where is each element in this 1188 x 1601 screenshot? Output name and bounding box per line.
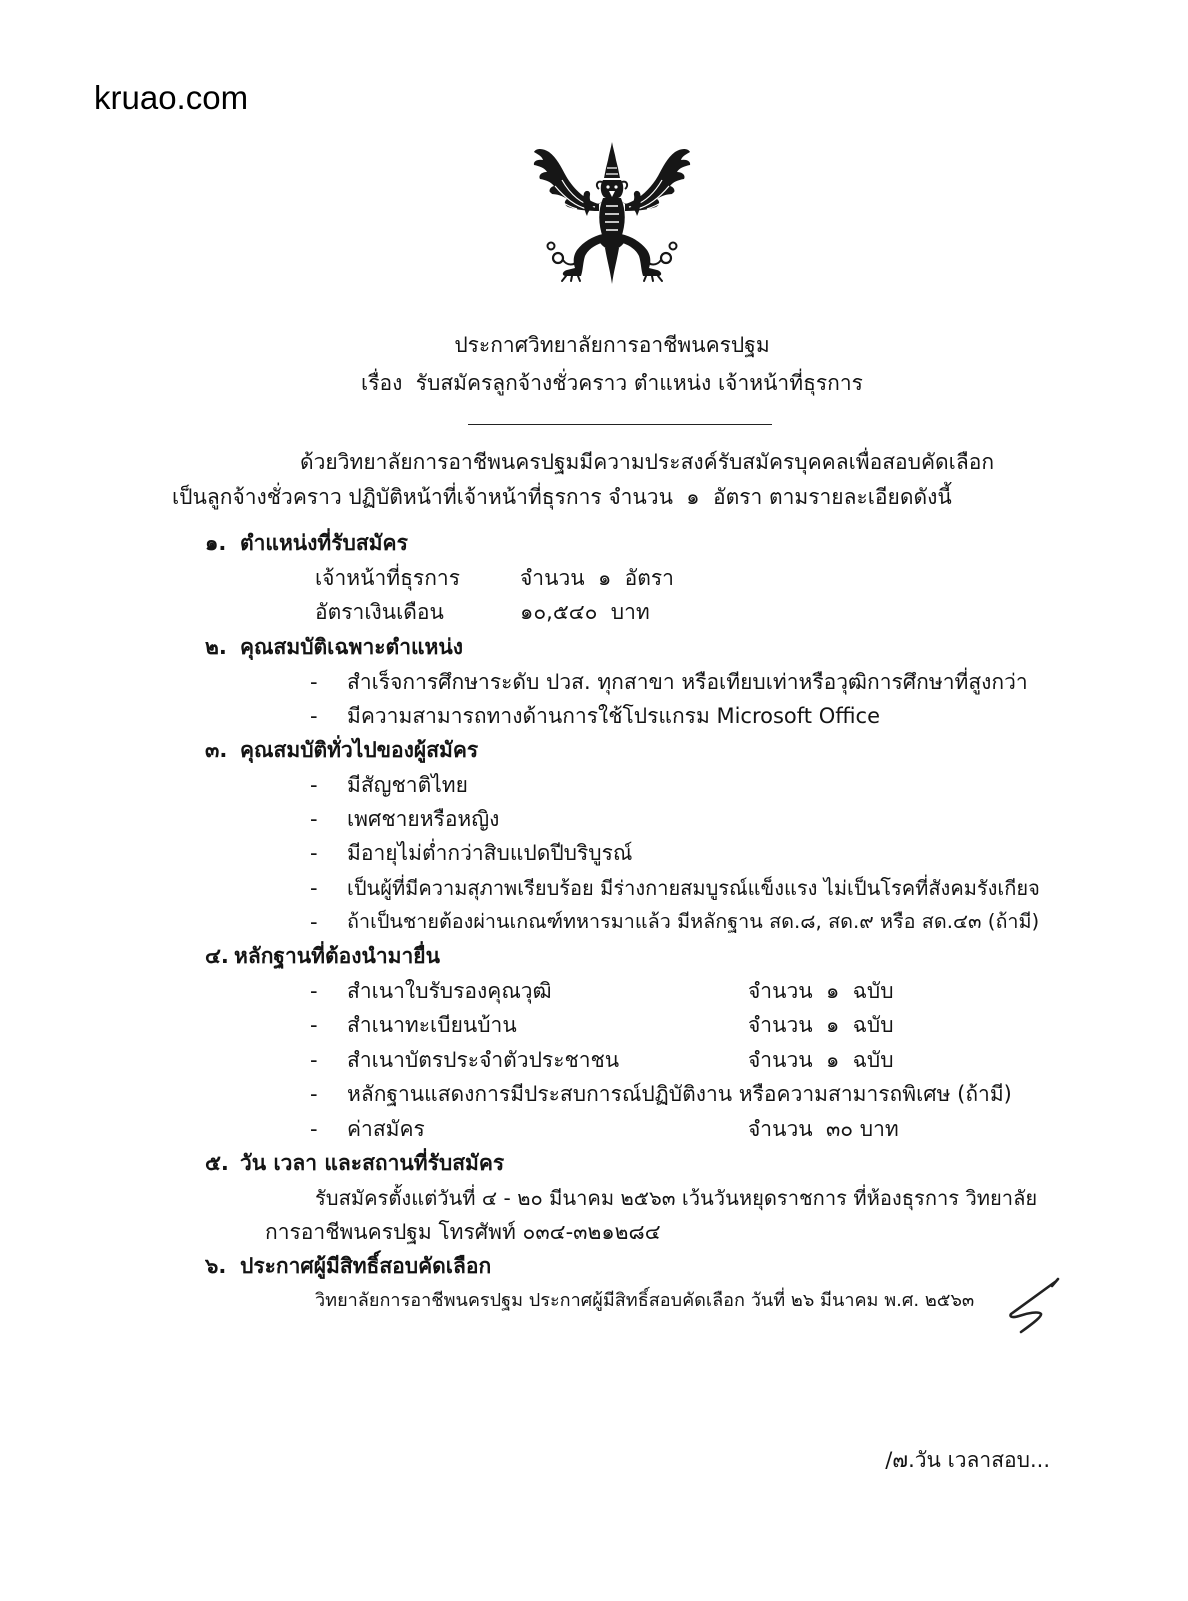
- section-heading: คุณสมบัติเฉพาะตำแหน่ง: [240, 635, 463, 659]
- salary-label: อัตราเงินเดือน: [315, 600, 444, 624]
- bullet-dash: -: [310, 1048, 318, 1072]
- bullet-dash: -: [310, 807, 318, 831]
- list-item: เป็นผู้ที่มีความสุภาพเรียบร้อย มีร่างกายสมบูรณ์แข็งแรง ไม่เป็นโรคที่สังคมรังเกียจ: [347, 876, 1040, 900]
- document-item: สำเนาทะเบียนบ้าน: [347, 1013, 517, 1037]
- signature-icon: [995, 1274, 1075, 1339]
- bullet-dash: -: [310, 1117, 318, 1141]
- list-item: มีสัญชาติไทย: [347, 773, 468, 797]
- bullet-dash: -: [310, 1013, 318, 1037]
- section-paragraph-line: วิทยาลัยการอาชีพนครปฐม ประกาศผู้มีสิทธิ์สอบคัดเลือก วันที่ ๒๖ มีนาคม พ.ศ. ๒๕๖๓: [315, 1290, 975, 1311]
- garuda-emblem-icon: [527, 138, 697, 288]
- section-number: ๖.: [205, 1254, 227, 1278]
- list-item: เพศชายหรือหญิง: [347, 807, 500, 831]
- bullet-dash: -: [310, 910, 318, 934]
- list-item: สำเร็จการศึกษาระดับ ปวส. ทุกสาขา หรือเทียบเท่าหรือวุฒิการศึกษาที่สูงกว่า: [347, 670, 1028, 694]
- announcement-title: ประกาศวิทยาลัยการอาชีพนครปฐม: [454, 333, 770, 357]
- section-number: ๔.: [205, 944, 229, 968]
- section-number: ๕.: [205, 1151, 229, 1175]
- section-heading: วัน เวลา และสถานที่รับสมัคร: [240, 1151, 505, 1175]
- position-value: จำนวน ๑ อัตรา: [520, 566, 674, 590]
- continued-next-page: /๗.วัน เวลาสอบ...: [885, 1448, 1050, 1472]
- announcement-subject: เรื่อง รับสมัครลูกจ้างชั่วคราว ตำแหน่ง เจ้าหน้าที่ธุรการ: [361, 371, 863, 395]
- section-number: ๒.: [205, 635, 227, 659]
- intro-line: ด้วยวิทยาลัยการอาชีพนครปฐมมีความประสงค์รับสมัครบุคคลเพื่อสอบคัดเลือก: [300, 450, 995, 474]
- salary-value: ๑๐,๕๔๐ บาท: [520, 600, 650, 624]
- list-item: ถ้าเป็นชายต้องผ่านเกณฑ์ทหารมาแล้ว มีหลักฐาน สด.๘, สด.๙ หรือ สด.๔๓ (ถ้ามี): [347, 910, 1040, 933]
- bullet-dash: -: [310, 773, 318, 797]
- section-paragraph-line: การอาชีพนครปฐม โทรศัพท์ ๐๓๔-๓๒๑๒๘๔: [265, 1220, 661, 1244]
- section-number: ๓.: [205, 738, 228, 762]
- bullet-dash: -: [310, 670, 318, 694]
- document-item: หลักฐานแสดงการมีประสบการณ์ปฏิบัติงาน หรือความสามารถพิเศษ (ถ้ามี): [347, 1082, 1012, 1106]
- bullet-dash: -: [310, 1082, 318, 1106]
- intro-line: เป็นลูกจ้างชั่วคราว ปฏิบัติหน้าที่เจ้าหน้าที่ธุรการ จำนวน ๑ อัตรา ตามรายละเอียดดังนี้: [172, 485, 952, 509]
- document-quantity: จำนวน ๑ ฉบับ: [748, 979, 894, 1003]
- application-fee-value: จำนวน ๓๐ บาท: [748, 1117, 899, 1141]
- section-heading: ตำแหน่งที่รับสมัคร: [240, 531, 408, 555]
- bullet-dash: -: [310, 979, 318, 1003]
- list-item: มีความสามารถทางด้านการใช้โปรแกรม Microsoft Office: [347, 704, 880, 728]
- bullet-dash: -: [310, 841, 318, 865]
- section-paragraph-line: รับสมัครตั้งแต่วันที่ ๔ - ๒๐ มีนาคม ๒๕๖๓ เว้นวันหยุดราชการ ที่ห้องธุรการ วิทยาลัย: [315, 1186, 1038, 1210]
- list-item: มีอายุไม่ต่ำกว่าสิบแปดปีบริบูรณ์: [347, 841, 633, 865]
- document-quantity: จำนวน ๑ ฉบับ: [748, 1013, 894, 1037]
- bullet-dash: -: [310, 704, 318, 728]
- section-heading: ประกาศผู้มีสิทธิ์สอบคัดเลือก: [240, 1254, 492, 1278]
- title-divider: [468, 424, 772, 425]
- document-quantity: จำนวน ๑ ฉบับ: [748, 1048, 894, 1072]
- section-number: ๑.: [205, 531, 227, 555]
- document-item: สำเนาบัตรประจำตัวประชาชน: [347, 1048, 620, 1072]
- section-heading: หลักฐานที่ต้องนำมายื่น: [234, 944, 440, 968]
- bullet-dash: -: [310, 876, 318, 900]
- position-label: เจ้าหน้าที่ธุรการ: [315, 566, 460, 590]
- document-item: สำเนาใบรับรองคุณวุฒิ: [347, 979, 552, 1003]
- watermark-text: kruao.com: [94, 79, 249, 116]
- application-fee-label: ค่าสมัคร: [347, 1117, 425, 1141]
- section-heading: คุณสมบัติทั่วไปของผู้สมัคร: [240, 738, 479, 762]
